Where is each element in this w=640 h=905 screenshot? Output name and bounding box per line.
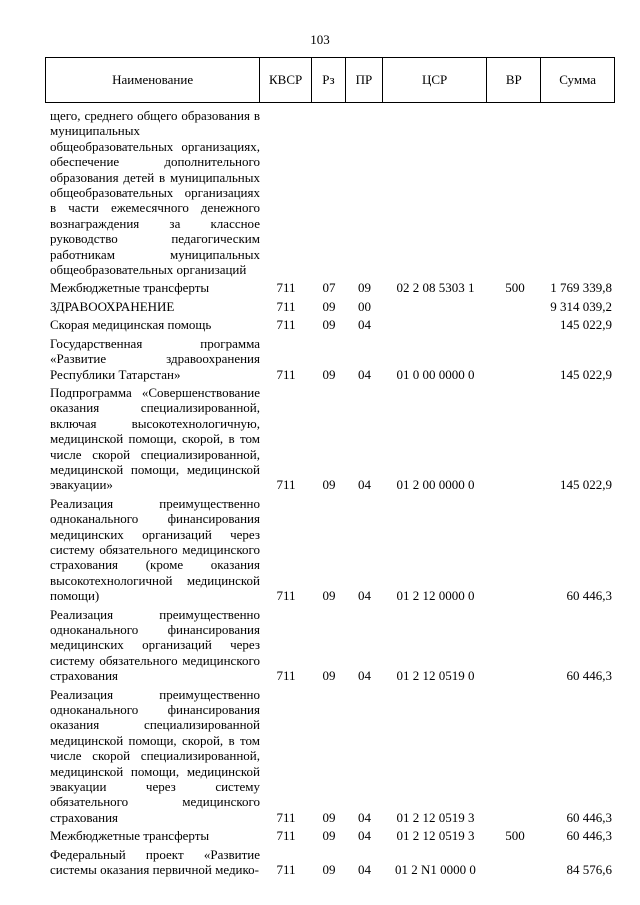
page-number: 103: [310, 32, 330, 47]
header-pr: ПР: [346, 58, 383, 102]
row-rz: 09: [322, 828, 336, 844]
row-name: Подпрограмма «Совершенствование оказания специализированной, включая высокотехнологичную, медицинской помощи, скорой, в том числе скорой специализированной, медицинской помощи, медицинской эвакуации»: [50, 384, 260, 493]
row-name: Государственная программа «Развитие здравоохранения Республики Татарстан»: [50, 335, 260, 382]
table-row: [50, 828, 620, 843]
row-csr: 02 2 08 5303 1: [396, 280, 475, 296]
row-csr: 01 2 00 0000 0: [396, 477, 475, 493]
table-row: [50, 336, 620, 382]
row-name: ЗДРАВООХРАНЕНИЕ: [50, 298, 175, 314]
table-row: [50, 607, 620, 684]
row-sum: 9 314 039,2: [550, 298, 612, 314]
table-body: [50, 108, 620, 881]
row-rz: 09: [322, 477, 336, 493]
header-rz: Рз: [312, 58, 346, 102]
row-rz: 09: [322, 317, 336, 333]
header-vr: ВР: [487, 58, 541, 102]
row-name: щего, среднего общего образования в муниципальных общеобразовательных организациях, обеспечение дополнительного образования детей в муниципальных общеобразовательных организациях в части ежемесячного денежного вознаграждения за классное руководство педагогическим работникам муниципальных общеобразовательных организаций: [50, 108, 260, 278]
row-csr: 01 2 12 0519 0: [396, 668, 475, 684]
row-sum: 60 446,3: [566, 828, 612, 844]
row-name: Реализация преимущественно одноканального финансирования медицинских организаций через систему обязательного медицинского страхования: [50, 606, 260, 684]
header-kvsr: КВСР: [260, 58, 312, 102]
table-row: [50, 496, 620, 604]
row-csr: 01 2 N1 0000 0: [395, 862, 476, 878]
header-sum: Сумма: [559, 72, 597, 87]
table-row: [50, 687, 620, 826]
row-pr: 04: [358, 809, 371, 825]
table-row: [50, 847, 620, 878]
table-row: [50, 108, 620, 277]
row-pr: 04: [358, 588, 371, 604]
row-pr: 00: [358, 298, 371, 314]
row-vr: 500: [505, 280, 525, 296]
row-pr: 09: [358, 280, 371, 296]
row-kvsr: 711: [276, 809, 296, 825]
row-sum: 84 576,6: [566, 862, 612, 878]
row-kvsr: 711: [276, 298, 296, 314]
row-csr: 01 2 12 0519 3: [396, 809, 475, 825]
row-sum: 60 446,3: [566, 588, 612, 604]
row-name: Межбюджетные трансферты: [50, 828, 210, 844]
row-vr: 500: [505, 828, 525, 844]
row-pr: 04: [358, 668, 371, 684]
row-name: Федеральный проект «Развитие системы оказания первичной медико-: [50, 846, 260, 878]
table-row: [50, 317, 620, 332]
row-kvsr: 711: [276, 317, 296, 333]
table-row: [50, 299, 620, 314]
row-pr: 04: [358, 317, 371, 333]
row-rz: 07: [322, 280, 336, 296]
row-kvsr: 711: [276, 588, 296, 604]
row-name: Скорая медицинская помощь: [50, 317, 212, 333]
row-csr: 01 2 12 0519 3: [396, 828, 475, 844]
row-pr: 04: [358, 366, 371, 382]
row-kvsr: 711: [276, 477, 296, 493]
row-sum: 145 022,9: [560, 477, 612, 493]
row-rz: 09: [322, 366, 336, 382]
header-csr: ЦСР: [383, 58, 488, 102]
row-name: Межбюджетные трансферты: [50, 280, 210, 296]
row-rz: 09: [322, 588, 336, 604]
row-csr: 01 2 12 0000 0: [396, 588, 475, 604]
row-name: Реализация преимущественно одноканального финансирования оказания специализированной медицинской помощи, скорой, в том числе скорой специализированной, медицинской помощи, медицинской эвакуации через систему обязательного медицинского страхования: [50, 686, 260, 825]
row-kvsr: 711: [276, 828, 296, 844]
header-name: Наименование: [46, 58, 260, 102]
row-sum: 145 022,9: [560, 366, 612, 382]
table-row: [50, 385, 620, 493]
row-rz: 09: [322, 809, 336, 825]
table-row: [50, 280, 620, 295]
row-kvsr: 711: [276, 366, 296, 382]
row-rz: 09: [322, 298, 336, 314]
row-rz: 09: [322, 668, 336, 684]
row-sum: 60 446,3: [566, 809, 612, 825]
table-header: [45, 57, 615, 103]
row-sum: 1 769 339,8: [550, 280, 612, 296]
row-kvsr: 711: [276, 862, 296, 878]
row-sum: 145 022,9: [560, 317, 612, 333]
row-csr: 01 0 00 0000 0: [396, 366, 475, 382]
row-pr: 04: [358, 477, 371, 493]
row-rz: 09: [322, 862, 336, 878]
row-pr: 04: [358, 862, 371, 878]
row-kvsr: 711: [276, 280, 296, 296]
row-pr: 04: [358, 828, 371, 844]
row-sum: 60 446,3: [566, 668, 612, 684]
row-name: Реализация преимущественно одноканального финансирования медицинских организаций через систему обязательного медицинского страхования (кроме оказания высокотехнологичной медицинской помощи): [50, 495, 260, 604]
row-kvsr: 711: [276, 668, 296, 684]
